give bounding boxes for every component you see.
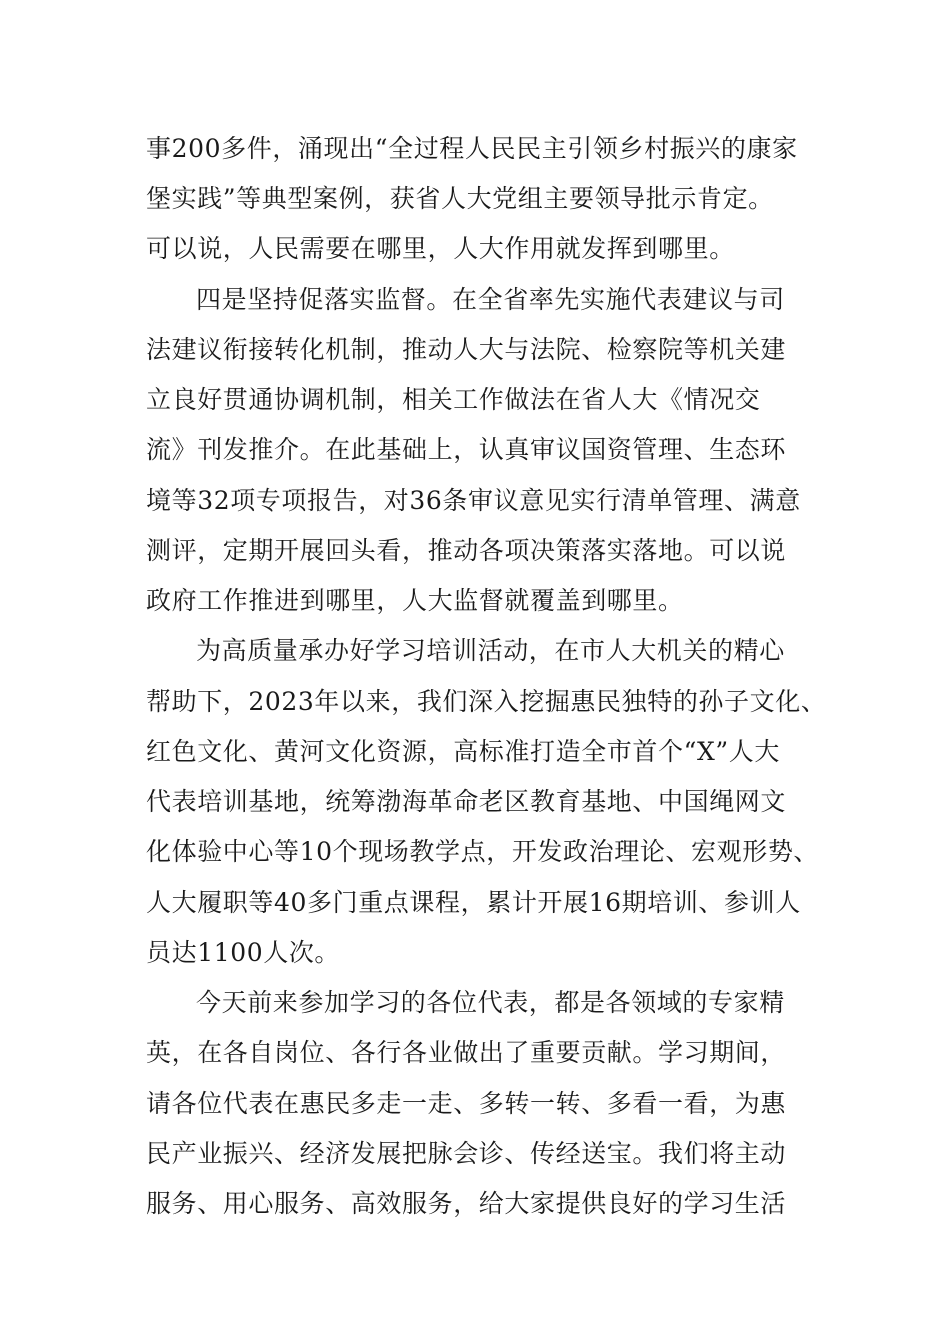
text-line: 事200多件，涌现出“全过程人民民主引领乡村振兴的康家 xyxy=(146,134,798,163)
paragraph-start-line: 今天前来参加学习的各位代表，都是各领域的专家精 xyxy=(196,988,785,1017)
text-line: 服务、用心服务、高效服务，给大家提供良好的学习生活 xyxy=(146,1189,787,1218)
text-line: 境等32项专项报告，对36条审议意见实行清单管理、满意 xyxy=(146,486,801,515)
text-line: 请各位代表在惠民多走一走、多转一转、多看一看，为惠 xyxy=(146,1089,787,1118)
text-line: 代表培训基地，统筹渤海革命老区教育基地、中国绳网文 xyxy=(146,787,787,816)
paragraph-start-line: 四是坚持促落实监督。在全省率先实施代表建议与司 xyxy=(196,285,785,314)
text-line: 帮助下，2023年以来，我们深入挖掘惠民独特的孙子文化、 xyxy=(146,687,827,716)
text-line: 立良好贯通协调机制，相关工作做法在省人大《情况交 xyxy=(146,385,761,414)
text-line: 员达1100人次。 xyxy=(146,938,341,967)
text-line: 化体验中心等10个现场教学点，开发政治理论、宏观形势、 xyxy=(146,837,820,866)
text-line: 测评，定期开展回头看，推动各项决策落实落地。可以说 xyxy=(146,536,787,565)
text-line: 英，在各自岗位、各行各业做出了重要贡献。学习期间， xyxy=(146,1038,787,1067)
text-line: 民产业振兴、经济发展把脉会诊、传经送宝。我们将主动 xyxy=(146,1139,787,1168)
text-line: 法建议衔接转化机制，推动人大与法院、检察院等机关建 xyxy=(146,335,787,364)
text-line: 堡实践”等典型案例，获省人大党组主要领导批示肯定。 xyxy=(146,184,774,213)
paragraph-start-line: 为高质量承办好学习培训活动，在市人大机关的精心 xyxy=(196,636,785,665)
text-line: 流》刊发推介。在此基础上，认真审议国资管理、生态环 xyxy=(146,435,787,464)
text-line: 政府工作推进到哪里，人大监督就覆盖到哪里。 xyxy=(146,586,684,615)
text-line: 人大履职等40多门重点课程，累计开展16期培训、参训人 xyxy=(146,888,801,917)
text-line: 可以说，人民需要在哪里，人大作用就发挥到哪里。 xyxy=(146,234,735,263)
text-line: 红色文化、黄河文化资源，高标准打造全市首个“X”人大 xyxy=(146,737,780,766)
